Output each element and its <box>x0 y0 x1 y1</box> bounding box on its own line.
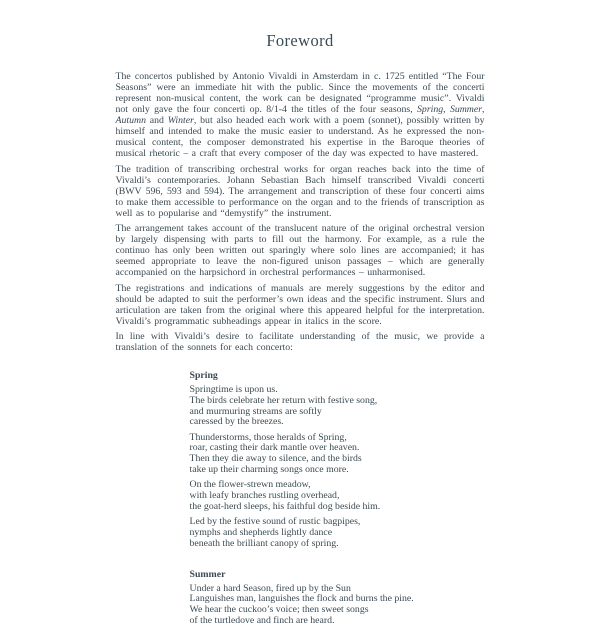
sonnet-stanza: Thunderstorms, those heralds of Spring, roar, casting their dark mantle over heaven. Then they die away to silence, and the birds take up their charming songs once more. <box>189 431 362 476</box>
paragraph-text: The concertos published by Antonio Vivaldi in Amsterdam in c. 1725 entitled “The Four Seasons” were an immediate hit with the public. Since the movements of the concerti represent non-musical content, the work can be designated “programme music”. Vivaldi not only gave the four concerti op. 8/1-4 the titles of the four seasons, <box>115 71 485 115</box>
sonnet-stanza: On the flower-strewn meadow, with leafy branches rustling overhead, the goat-herd sleeps, his faithful dog beside him. <box>189 479 381 512</box>
foreword-paragraph <box>116 283 485 327</box>
paragraph-text: and <box>145 115 168 126</box>
italic-text: Winter <box>167 115 194 126</box>
sonnet-translations <box>190 370 485 627</box>
foreword-paragraphs <box>116 71 485 353</box>
paragraph-text: , <box>443 104 450 115</box>
paragraph-text: , but also headed each work with a poem (sonnet), possibly written by himself and intended to make the music easier to understand. As he expressed the non-musical content, the composer demonstrated his expertise in the Baroque theories of musical rhetoric – a craft that every composer of the day was expected to have mastered. <box>115 115 485 159</box>
foreword-paragraph <box>116 164 485 219</box>
foreword-paragraph <box>116 223 485 278</box>
sonnet-stanza: Under a hard Season, fired up by the Sun Languishes man, languishes the flock and burns the pine. We hear the cuckoo’s voice; then sweet songs of the turtledove and finch are heard. <box>189 582 414 627</box>
sonnet-heading: Summer <box>189 568 226 580</box>
paragraph-text: The tradition of transcribing orchestral works for organ reaches back into the time of Vivaldi’s contemporaries. Johann Sebastian Bach himself transcribed Vivaldi concerti (BWV 596, 593 and 594). The arrangement and transcription of these four concerti aims to make them accessible to performance on the organ and to the friends of transcription as well as to popularise and “demystify” the instrument. <box>115 163 485 219</box>
sonnet-stanza: Led by the festive sound of rustic bagpipes, nymphs and shepherds lightly dance beneath the brilliant canopy of spring. <box>189 516 361 549</box>
sonnet-section <box>190 370 485 550</box>
sonnet-stanza: Springtime is upon us. The birds celebrate her return with festive song, and murmuring streams are softly caressed by the breezes. <box>189 384 378 428</box>
foreword-body <box>116 71 485 627</box>
paragraph-text: In line with Vivaldi’s desire to facilitate understanding of the music, we provide a translation of the sonnets for each concerto: <box>115 331 485 353</box>
paragraph-text: The arrangement takes account of the translucent nature of the original orchestral version by largely dispensing with parts to fill out the harmony. For example, as a rule the continuo has only been written out sparingly where solo lines are accompanied; it has seemed appropriate to leave the non-figured unison passages – which are generally accompanied on the harpsichord in orchestral performances – unharmonised. <box>115 223 485 278</box>
italic-text: Summer <box>449 104 483 115</box>
paragraph-text: The registrations and indications of manuals are merely suggestions by the editor and should be adapted to suit the performer’s own ideas and the specific instrument. Slurs and articulation are taken from the original where this appeared helpful for the interpretation. Vivaldi’s programmatic subheadings appear in italics in the score. <box>115 282 485 327</box>
italic-text: Autumn <box>115 115 146 126</box>
italic-text: Spring <box>417 104 444 115</box>
sonnet-section <box>190 569 485 627</box>
paragraph-text: , <box>482 104 485 115</box>
foreword-paragraph <box>116 71 485 159</box>
foreword-paragraph <box>116 331 485 353</box>
sonnet-heading: Spring <box>189 370 218 381</box>
page-title: Foreword <box>266 31 334 50</box>
